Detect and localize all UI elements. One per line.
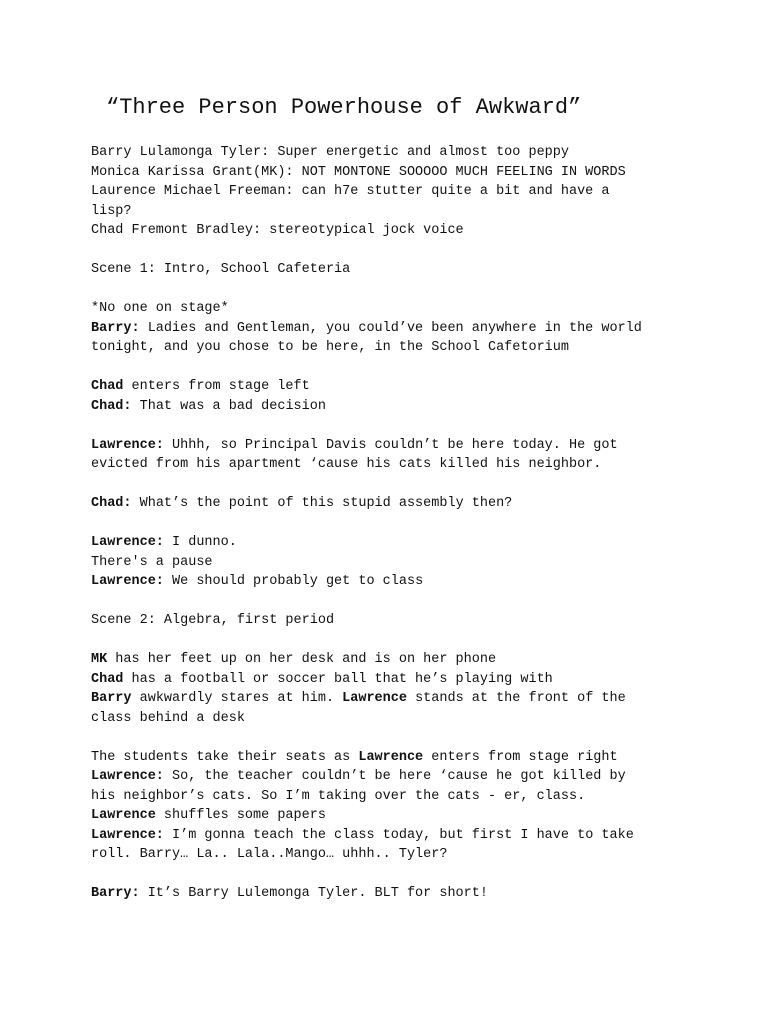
blank-line	[91, 475, 691, 495]
script-body	[91, 143, 691, 904]
speaker-name: Chad:	[91, 398, 132, 414]
dialogue-text: We should probably get to class	[163, 574, 424, 589]
direction-text: The students take their seats as	[91, 749, 359, 765]
character-name: Barry	[91, 691, 132, 706]
dialogue-text: Ladies and Gentleman, you could’ve been anywhere in the world	[139, 320, 642, 336]
dialogue-line	[91, 767, 691, 787]
blank-line	[91, 241, 691, 261]
dialogue-text: roll. Barry… La.. Lala..Mango… uhhh.. Tyler?	[91, 847, 448, 862]
speaker-name: Barry:	[91, 320, 140, 336]
dialogue-line	[91, 319, 691, 339]
speaker-name: Barry:	[91, 886, 140, 901]
stage-direction	[91, 689, 691, 709]
stage-direction: There's a pause	[91, 554, 213, 570]
dialogue-line	[91, 572, 691, 592]
cast-line: Chad Fremont Bradley: stereotypical jock voice	[91, 223, 464, 238]
direction-text: has a football or soccer ball that he’s playing with	[123, 671, 553, 687]
dialogue-text: What’s the point of this stupid assembly then?	[131, 496, 513, 511]
dialogue-line	[91, 397, 691, 417]
speaker-name: Lawrence:	[91, 574, 164, 589]
speaker-name: Lawrence:	[91, 535, 164, 550]
direction-text: enters from stage right	[423, 749, 618, 765]
speaker-name: Lawrence:	[91, 769, 164, 784]
blank-line	[91, 865, 691, 885]
direction-text: has her feet up on her desk and is on her phone	[107, 652, 497, 667]
stage-direction	[91, 806, 691, 826]
dialogue-text: tonight, and you chose to be here, in the School Cafetorium	[91, 340, 569, 355]
blank-line	[91, 358, 691, 378]
character-name: Lawrence	[91, 808, 156, 823]
cast-line: Monica Karissa Grant(MK): NOT MONTONE SOOOOO MUCH FEELING IN WORDS	[91, 164, 626, 180]
blank-line	[91, 514, 691, 534]
blank-line	[91, 592, 691, 612]
blank-line	[91, 728, 691, 748]
character-name: Chad	[91, 379, 124, 394]
cast-line: Laurence Michael Freeman: can h7e stutter quite a bit and have a	[91, 184, 610, 199]
dialogue-text: It’s Barry Lulemonga Tyler. BLT for short!	[139, 886, 488, 901]
direction-text: shuffles some papers	[155, 808, 326, 823]
direction-text: enters from stage left	[123, 379, 310, 394]
direction-text: awkwardly stares at him.	[131, 691, 343, 706]
character-name: Lawrence	[358, 749, 424, 765]
blank-line	[91, 280, 691, 300]
character-name: Chad	[91, 671, 124, 687]
scene-heading: Scene 1: Intro, School Cafeteria	[91, 262, 351, 277]
dialogue-text: his neighbor’s cats. So I’m taking over the cats - er, class.	[91, 788, 586, 804]
dialogue-text: So, the teacher couldn’t be here ‘cause he got killed by	[163, 769, 626, 784]
stage-direction: *No one on stage*	[91, 301, 229, 316]
blank-line	[91, 416, 691, 436]
stage-direction	[91, 748, 691, 768]
scene-heading: Scene 2: Algebra, first period	[91, 613, 335, 628]
document-title: “Three Person Powerhouse of Awkward”	[106, 95, 582, 120]
dialogue-text: I dunno.	[163, 535, 237, 550]
direction-text: class behind a desk	[91, 710, 245, 726]
dialogue-line	[91, 533, 691, 553]
stage-direction	[91, 650, 691, 670]
dialogue-line	[91, 494, 691, 514]
dialogue-line	[91, 436, 691, 456]
stage-direction	[91, 377, 691, 397]
stage-direction	[91, 670, 691, 690]
cast-line: lisp?	[91, 203, 132, 219]
speaker-name: Chad:	[91, 496, 132, 511]
blank-line	[91, 631, 691, 651]
dialogue-text: Uhhh, so Principal Davis couldn’t be here today. He got	[163, 437, 618, 453]
dialogue-text: That was a bad decision	[131, 398, 326, 414]
character-name: MK	[91, 652, 108, 667]
dialogue-line	[91, 826, 691, 846]
speaker-name: Lawrence:	[91, 437, 164, 453]
speaker-name: Lawrence:	[91, 827, 164, 843]
direction-text: stands at the front of the	[406, 691, 626, 706]
character-name: Lawrence	[342, 691, 407, 706]
dialogue-text: evicted from his apartment ‘cause his cats killed his neighbor.	[91, 457, 602, 472]
dialogue-line	[91, 884, 691, 904]
cast-line: Barry Lulamonga Tyler: Super energetic and almost too peppy	[91, 145, 569, 160]
dialogue-text: I’m gonna teach the class today, but first I have to take	[163, 827, 634, 843]
